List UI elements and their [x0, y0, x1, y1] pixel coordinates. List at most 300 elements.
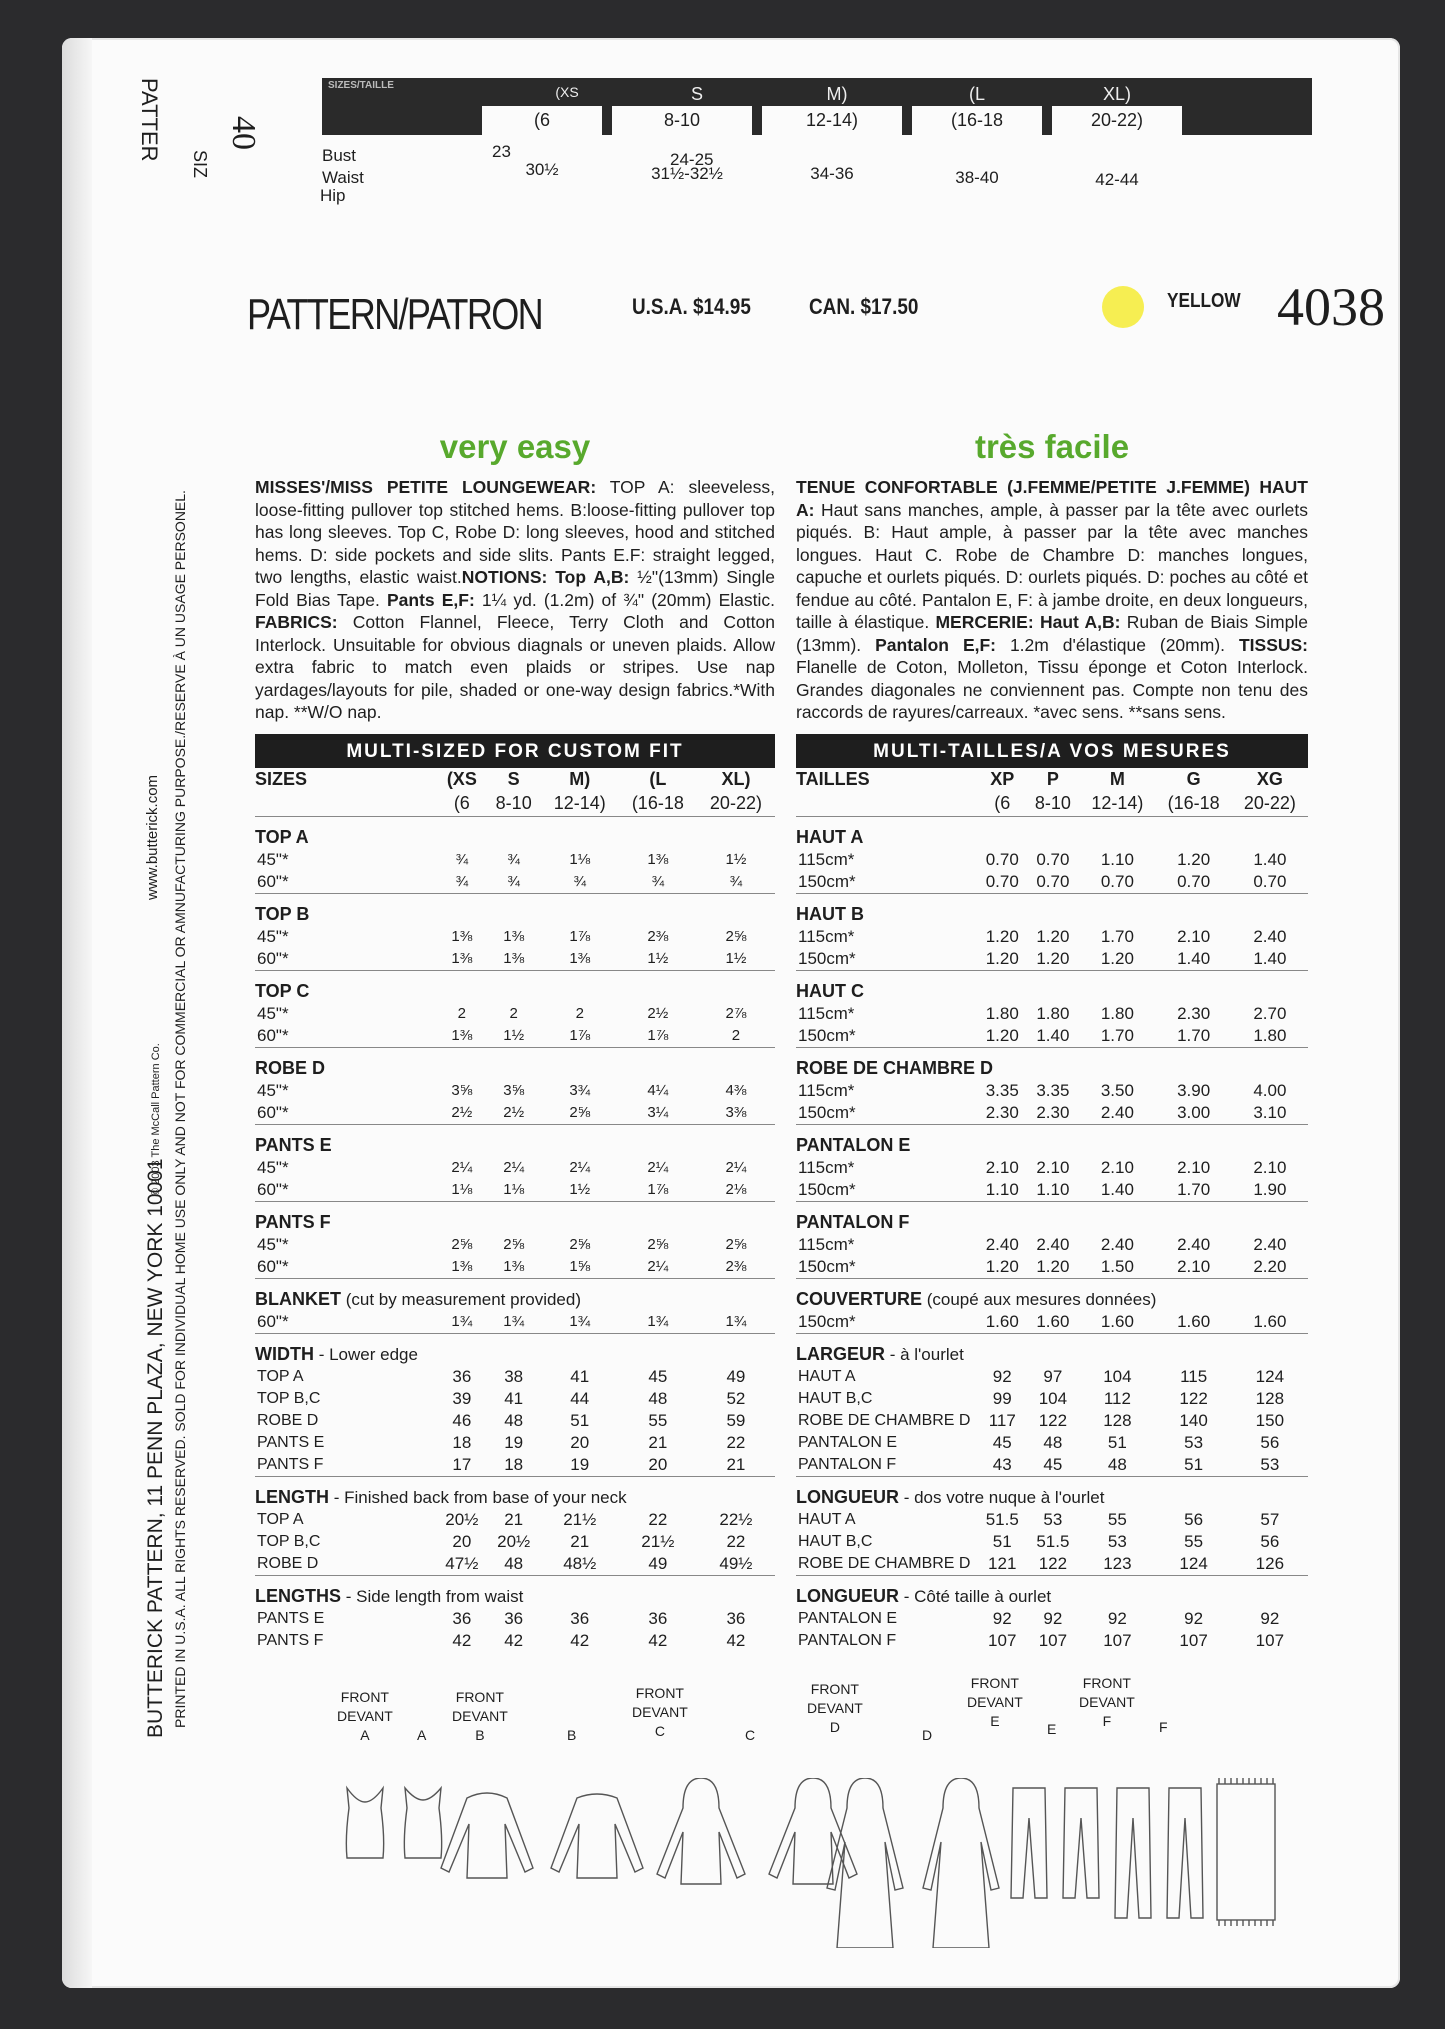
- garment-name: ROBE D: [257, 1411, 319, 1429]
- yardage-value: 1.20: [1177, 849, 1211, 869]
- notions-pants-heading: Pantalon E,F:: [875, 634, 996, 655]
- measurement-value: 51.5: [985, 1509, 1019, 1529]
- yardage-value: ¾: [651, 873, 665, 890]
- fabric-width: 45"*: [257, 926, 289, 946]
- measurement-value: 46: [452, 1410, 472, 1430]
- yardage-value: 2.30: [1177, 1003, 1211, 1023]
- measurement-value: 21: [726, 1454, 746, 1474]
- measurement-name: LONGUEUR: [796, 1487, 899, 1507]
- measurement-value: 48: [648, 1388, 668, 1408]
- yardage-value: 1.20: [985, 1025, 1019, 1045]
- view-group-header: [255, 893, 775, 926]
- table-row: [255, 1157, 775, 1179]
- table-row: [255, 1608, 775, 1630]
- size-range: (6: [453, 793, 470, 813]
- yardage-value: 1.60: [1177, 1311, 1211, 1331]
- size-range-row: [255, 792, 775, 817]
- measurement-value: 56: [1260, 1531, 1280, 1551]
- figure-label: FRONT DEVANT B: [452, 1689, 508, 1743]
- size-range: 20-22): [709, 793, 762, 813]
- garment-name: ROBE DE CHAMBRE D: [798, 1411, 971, 1429]
- table-row: [796, 1311, 1308, 1334]
- yardage-value: 1.60: [1253, 1311, 1287, 1331]
- figure-label: FRONT DEVANT E: [967, 1675, 1023, 1729]
- garment-name: HAUT B,C: [798, 1532, 873, 1550]
- view-group-header: [255, 1047, 775, 1080]
- yardage-value: 2.10: [1253, 1157, 1287, 1177]
- measurement-value: 20: [570, 1432, 590, 1452]
- view-name: PANTS F: [255, 1201, 775, 1234]
- yardage-value: 2⅜: [647, 928, 669, 945]
- garment-name: TOP A: [257, 1367, 304, 1385]
- fabrics-heading: TISSUS:: [1238, 634, 1309, 655]
- yardage-value: ¾: [455, 873, 469, 890]
- notions-text: Ruban de Biais Simple (13mm).: [796, 612, 1308, 655]
- table-row: [255, 1531, 775, 1553]
- measurement-name: WIDTH: [255, 1344, 314, 1364]
- strip-size-top: (XS: [555, 84, 579, 100]
- yardage-value: 2¼: [647, 1159, 669, 1176]
- notions-text: 1.2m d'élastique (20mm).: [996, 634, 1239, 655]
- yardage-value: 1.20: [1036, 1256, 1070, 1276]
- yardage-value: 4⅜: [725, 1082, 747, 1099]
- measurement-value: 53: [1260, 1454, 1280, 1474]
- size-range: (16-18: [631, 793, 684, 813]
- side-copyright: © 2003 The McCall Pattern Co.: [150, 1043, 162, 1196]
- measurement-value: 22: [726, 1432, 746, 1452]
- table-row: [255, 1410, 775, 1432]
- yardage-value: 2: [457, 1005, 466, 1022]
- view-group-header: [796, 816, 1308, 849]
- measurement-value: 107: [1038, 1630, 1068, 1650]
- measurement-value: 45: [992, 1432, 1012, 1452]
- measurement-value: 112: [1103, 1388, 1131, 1408]
- figure-label: B: [567, 1727, 577, 1743]
- yardage-value: ¾: [573, 873, 587, 890]
- measurement-value: 51: [1184, 1454, 1204, 1474]
- table-row: [255, 1256, 775, 1279]
- measurement-value: 48: [504, 1410, 524, 1430]
- yardage-value: 0.70: [1036, 871, 1070, 891]
- strip-value: 30½: [525, 160, 559, 179]
- yardage-value: 2: [731, 1027, 741, 1044]
- yardage-value: 1.40: [1253, 948, 1287, 968]
- yardage-value: 1½: [503, 1027, 525, 1044]
- pattern-number: 4038: [1277, 277, 1385, 337]
- strip-size-top: S: [690, 84, 703, 104]
- strip-row-bust: Bust: [322, 146, 357, 165]
- strip-size-top: XL): [1102, 84, 1131, 104]
- yardage-value: 1⅜: [569, 950, 591, 967]
- yardage-value: 1.40: [1036, 1025, 1070, 1045]
- notions-text: ½"(13mm) Single Fold Bias Tape.: [255, 567, 776, 610]
- measurement-value: 42: [504, 1630, 524, 1650]
- size-header-row: [255, 768, 775, 792]
- yardage-value: 1.20: [985, 1256, 1019, 1276]
- yardage-value: 1.80: [1036, 1003, 1070, 1023]
- yardage-value: 2.10: [1177, 1157, 1211, 1177]
- measurement-value: 53: [1184, 1432, 1204, 1452]
- yardage-value: 1.40: [1100, 1179, 1134, 1199]
- view-group-header: [255, 1124, 775, 1157]
- yardage-value: 1⅜: [647, 851, 669, 868]
- yardage-value: 2.10: [1100, 1157, 1134, 1177]
- garment-name: PANTALON E: [798, 1433, 897, 1451]
- garment-sketches: [327, 1778, 1327, 1948]
- strip-row-hip: Hip: [320, 186, 346, 205]
- yardage-value: 2.10: [985, 1157, 1019, 1177]
- table-row: [796, 1234, 1308, 1256]
- blanket-note: (cut by measurement provided): [341, 1290, 581, 1309]
- table-row: [796, 871, 1308, 894]
- yardage-value: 1½: [725, 851, 747, 868]
- table-row: [796, 926, 1308, 948]
- yardage-value: 1⅛: [503, 1181, 525, 1198]
- yardage-value: 4.00: [1253, 1080, 1287, 1100]
- garment-name: HAUT B,C: [798, 1389, 873, 1407]
- measurement-value: 48: [1107, 1454, 1127, 1474]
- measurement-value: 21: [570, 1531, 590, 1551]
- sizes-label: SIZES: [255, 769, 308, 789]
- yardage-value: 1.70: [1177, 1025, 1211, 1045]
- yardage-value: 0.70: [1100, 871, 1134, 891]
- view-group-header: [796, 893, 1308, 926]
- size-column-header: G: [1186, 769, 1201, 789]
- measurement-value: 22: [726, 1531, 746, 1551]
- measurement-note: - Lower edge: [313, 1345, 418, 1364]
- fabric-width: 115cm*: [798, 849, 855, 869]
- measurement-value: 107: [1103, 1630, 1132, 1650]
- yardage-value: 4¼: [647, 1082, 669, 1099]
- measurement-value: 128: [1103, 1410, 1132, 1430]
- measurement-value: 99: [992, 1388, 1012, 1408]
- yardage-value: 1⅜: [451, 950, 473, 967]
- yardage-value: 1.10: [1036, 1179, 1070, 1199]
- strip-value: 34-36: [810, 164, 854, 183]
- yardage-value: 1.20: [1100, 948, 1134, 968]
- measurement-value: 123: [1103, 1553, 1132, 1573]
- measurement-value: 45: [648, 1366, 668, 1386]
- measurement-value: 21: [504, 1509, 524, 1529]
- size-strip: [322, 78, 1312, 189]
- table-row: [796, 1454, 1308, 1477]
- measurement-value: 36: [452, 1608, 472, 1628]
- notions-heading: MERCERIE: Haut A,B:: [935, 612, 1121, 632]
- size-column-header: XL): [721, 769, 751, 789]
- fabric-width: 150cm*: [798, 948, 856, 968]
- measurement-value: 55: [1107, 1509, 1127, 1529]
- side-forty: 40: [225, 116, 262, 150]
- measurement-value: 128: [1255, 1388, 1285, 1408]
- table-row: [796, 1388, 1308, 1410]
- size-range: 12-14): [553, 793, 606, 813]
- measurement-value: 59: [726, 1410, 746, 1430]
- table-row: [255, 1366, 775, 1388]
- size-range: (16-18: [1167, 793, 1220, 813]
- table-row: [255, 849, 775, 871]
- view-name: HAUT A: [796, 816, 1308, 849]
- table-row: [255, 1025, 775, 1048]
- table-row: [796, 1553, 1308, 1576]
- figure-label: FRONT DEVANT C: [632, 1685, 688, 1739]
- measurement-value: 51: [1107, 1432, 1127, 1452]
- measurement-value: 36: [570, 1608, 590, 1628]
- table-row: [255, 1454, 775, 1477]
- measurement-value: 51: [992, 1531, 1012, 1551]
- fabrics-heading: FABRICS:: [255, 612, 338, 632]
- strip-size-bot: 12-14): [762, 106, 902, 135]
- table-row: [255, 871, 775, 894]
- yardage-value: 3.90: [1177, 1080, 1211, 1100]
- garment-name: PANTS F: [257, 1455, 324, 1473]
- strip-value: 31½-32½: [651, 164, 723, 183]
- desc-text: Haut sans manches, ample, à passer par la tête avec ourlets piqués. B: Haut ample, à passer par la tête avec manches longues. Haut C. Robe de Chambre D: manches longues, capuche et ourlets piqués. D: ourlets piqués. D: poches au côté et fendue au côté. Pantalon E, F: à jambe droite, en deux longueurs, taille à élastique.: [796, 499, 1308, 632]
- yardage-value: 3.35: [985, 1080, 1019, 1100]
- figure-label: FRONT DEVANT F: [1079, 1675, 1135, 1729]
- yardage-value: 2.40: [1036, 1234, 1070, 1254]
- fabric-width: 60"*: [257, 1311, 289, 1331]
- french-column: [796, 428, 1308, 1652]
- table-row: [255, 926, 775, 948]
- blanket-name: COUVERTURE: [796, 1289, 923, 1309]
- yardage-value: 1¾: [503, 1313, 525, 1330]
- yardage-value: 1.10: [985, 1179, 1019, 1199]
- size-column-header: M: [1109, 769, 1125, 789]
- measurement-value: 92: [1260, 1608, 1280, 1628]
- view-name: TOP C: [255, 970, 775, 1003]
- fabric-width: 45"*: [257, 849, 289, 869]
- garment-name: TOP B,C: [257, 1532, 321, 1550]
- yardage-value: 0.70: [1036, 849, 1070, 869]
- measurement-note: - à l'ourlet: [885, 1345, 964, 1364]
- table-row: [796, 1410, 1308, 1432]
- table-row: [255, 1003, 775, 1025]
- yardage-value: 2.10: [1036, 1157, 1070, 1177]
- figure-label: C: [745, 1727, 756, 1743]
- measurement-value: 117: [988, 1410, 1016, 1430]
- yardage-value: 2.40: [1253, 1234, 1287, 1254]
- fabrics-text: Cotton Flannel, Fleece, Terry Cloth and Cotton Interlock. Unsuitable for obvious diagnals or uneven plaids. Allow extra fabric to match even plaids or stripes. Use nap yardages/layouts for pile, shaded or one-way design fabrics.*With nap. **W/O nap.: [255, 612, 775, 722]
- measurement-value: 17: [452, 1454, 472, 1474]
- fabric-width: 60"*: [257, 871, 289, 891]
- desc-heading: HAUT A:: [796, 477, 1308, 520]
- measurement-value: 41: [570, 1366, 590, 1386]
- measurement-note: - dos votre nuque à l'ourlet: [899, 1488, 1105, 1507]
- yardage-value: 1¾: [647, 1313, 669, 1330]
- table-row: [255, 1234, 775, 1256]
- long-sleeve-top-front: [441, 1793, 533, 1878]
- yardage-value: 2¼: [725, 1159, 747, 1176]
- yardage-value: 1.20: [1036, 926, 1070, 946]
- yardage-value: 1½: [569, 1181, 591, 1198]
- yardage-value: 0.70: [985, 871, 1019, 891]
- yardage-value: 2½: [451, 1104, 473, 1121]
- measurement-value: 49: [648, 1553, 668, 1573]
- fabric-width: 60"*: [257, 1102, 289, 1122]
- fabric-width: 60"*: [257, 1256, 289, 1276]
- fabric-width: 150cm*: [798, 1102, 856, 1122]
- figure-label: FRONT DEVANT D: [807, 1681, 863, 1735]
- side-printed: PRINTED IN U.S.A. ALL RIGHTS RESERVED. SOLD FOR INDIVIDUAL HOME USE ONLY AND NOT FOR COMMERCIAL OR AMNUFACTURING PURPOSE./RESERVE À UN USAGE PERSONEL.: [172, 490, 188, 1728]
- blanket-fringe: [1219, 1778, 1273, 1926]
- strip-value: 23: [492, 142, 511, 161]
- yardage-value: 1.60: [1100, 1311, 1134, 1331]
- table-row: [796, 1080, 1308, 1102]
- size-range: 20-22): [1243, 793, 1296, 813]
- blanket-note: (coupé aux mesures données): [922, 1290, 1157, 1309]
- pants-f-front: [1115, 1788, 1151, 1918]
- yardage-value: 2⅝: [725, 1236, 747, 1253]
- size-range-row: [796, 792, 1308, 817]
- garment-name: PANTS F: [257, 1631, 324, 1649]
- size-range: 8-10: [495, 793, 532, 813]
- measurement-value: 92: [1043, 1608, 1063, 1628]
- envelope-fold: [62, 38, 92, 1988]
- measurement-value: 92: [1184, 1608, 1204, 1628]
- view-name: TOP B: [255, 893, 775, 926]
- measurement-value: 20½: [445, 1509, 479, 1529]
- blanket: [1217, 1784, 1275, 1920]
- yardage-value: 1⅛: [569, 851, 591, 868]
- measurement-header: [255, 1333, 775, 1366]
- measurement-value: 51.5: [1036, 1531, 1070, 1551]
- yardage-value: 1.80: [1100, 1003, 1134, 1023]
- long-sleeve-top-back: [551, 1794, 643, 1878]
- yardage-value: 2¼: [569, 1159, 591, 1176]
- size-column-header: XP: [990, 769, 1015, 789]
- strip-size-top: (L: [968, 84, 985, 104]
- yardage-value: 0.70: [985, 849, 1019, 869]
- english-band: MULTI-SIZED FOR CUSTOM FIT: [255, 734, 775, 768]
- measurement-value: 22½: [719, 1509, 753, 1529]
- measurement-name: LENGTHS: [255, 1586, 342, 1606]
- measurement-value: 21½: [641, 1531, 675, 1551]
- pants-e-back: [1063, 1788, 1099, 1898]
- measurement-value: 48½: [563, 1553, 597, 1573]
- yardage-value: 2.70: [1253, 1003, 1287, 1023]
- sizes-label: TAILLES: [796, 769, 870, 789]
- measurement-value: 53: [1043, 1509, 1063, 1529]
- measurement-value: 124: [1255, 1366, 1285, 1386]
- strip-value: 42-44: [1095, 170, 1139, 189]
- view-group-header: [796, 1201, 1308, 1234]
- yardage-value: 1.10: [1100, 849, 1134, 869]
- yardage-value: 1.60: [985, 1311, 1019, 1331]
- yardage-value: 2.30: [985, 1102, 1019, 1122]
- yardage-value: 3.10: [1253, 1102, 1287, 1122]
- garment-figures: [327, 1675, 1327, 1928]
- measurement-value: 55: [648, 1410, 668, 1430]
- measurement-value: 107: [1179, 1630, 1208, 1650]
- yardage-value: 2⅝: [647, 1236, 669, 1253]
- measurement-note: - Finished back from base of your neck: [329, 1488, 627, 1507]
- size-range: 8-10: [1034, 793, 1071, 813]
- yardage-value: 2¼: [503, 1159, 525, 1176]
- measurement-value: 92: [992, 1366, 1012, 1386]
- yardage-value: 0.70: [1177, 871, 1211, 891]
- figure-label: E: [1047, 1721, 1057, 1737]
- english-description: [255, 476, 775, 724]
- measurement-value: 38: [504, 1366, 524, 1386]
- measurement-value: 36: [726, 1608, 746, 1628]
- yardage-value: ¾: [729, 873, 743, 890]
- yardage-value: 2¼: [647, 1258, 669, 1275]
- yardage-value: 3¼: [647, 1104, 669, 1121]
- strip-value: 24-25: [670, 150, 714, 169]
- yardage-value: 1⅞: [569, 1027, 591, 1044]
- yardage-value: 2.10: [1177, 1256, 1211, 1276]
- garment-name: PANTALON E: [798, 1609, 897, 1627]
- view-group-header: [796, 970, 1308, 1003]
- robe-back: [923, 1778, 999, 1948]
- yardage-value: 1⅜: [503, 928, 525, 945]
- measurement-value: 42: [726, 1630, 746, 1650]
- table-row: [796, 1102, 1308, 1125]
- table-row: [796, 1003, 1308, 1025]
- measurement-value: 104: [1038, 1388, 1068, 1408]
- measurement-name: LARGEUR: [796, 1344, 885, 1364]
- measurement-value: 19: [504, 1432, 524, 1452]
- fabric-width: 115cm*: [798, 1157, 855, 1177]
- table-row: [796, 1531, 1308, 1553]
- yardage-value: 3¾: [569, 1082, 591, 1099]
- size-header-row: [796, 768, 1308, 792]
- view-group-header: [255, 1201, 775, 1234]
- strip-size-bot: 20-22): [1052, 106, 1182, 135]
- fabric-width: 60"*: [257, 948, 289, 968]
- yardage-value: 1.70: [1100, 926, 1134, 946]
- size-column-header: (L: [649, 769, 667, 789]
- yardage-value: 1⅜: [503, 1258, 525, 1275]
- yardage-value: 2½: [647, 1005, 669, 1022]
- fabric-width: 45"*: [257, 1234, 289, 1254]
- measurement-value: 36: [648, 1608, 668, 1628]
- measurement-value: 51: [570, 1410, 590, 1430]
- measurement-value: 47½: [445, 1553, 479, 1573]
- figure-label: FRONT DEVANT A: [337, 1689, 393, 1743]
- measurement-value: 19: [570, 1454, 590, 1474]
- view-name: HAUT B: [796, 893, 1308, 926]
- yardage-value: 1½: [725, 950, 747, 967]
- fabric-width: 60"*: [257, 1179, 289, 1199]
- side-patter: PATTER: [137, 78, 162, 162]
- garment-name: HAUT A: [798, 1367, 856, 1385]
- measurement-name: LENGTH: [255, 1487, 329, 1507]
- pattern-envelope: [62, 38, 1400, 1988]
- strip-row-waist: Waist: [322, 168, 364, 187]
- yardage-value: 1⅛: [451, 1181, 473, 1198]
- figure-label: D: [922, 1727, 933, 1743]
- hooded-top-back: [769, 1778, 857, 1884]
- size-range: 12-14): [1091, 793, 1144, 813]
- notions-pants-heading: Pants E,F:: [386, 589, 475, 610]
- strip-size-bot: 8-10: [612, 106, 752, 135]
- yardage-value: 2⅝: [569, 1236, 591, 1253]
- measurement-value: 107: [988, 1630, 1017, 1650]
- english-yardage-table: [255, 768, 775, 1652]
- measurement-value: 43: [992, 1454, 1012, 1474]
- desc-heading: MISSES'/MISS PETITE LOUNGEWEAR:: [255, 477, 597, 497]
- measurement-value: 56: [1184, 1509, 1204, 1529]
- size-range: (6: [994, 793, 1011, 813]
- view-name: PANTALON F: [796, 1201, 1308, 1234]
- size-column-header: XG: [1256, 769, 1283, 789]
- yardage-value: 1⅞: [569, 928, 591, 945]
- english-column: [255, 428, 775, 1652]
- yardage-value: 1⅜: [451, 1027, 473, 1044]
- yardage-value: 1.50: [1100, 1256, 1134, 1276]
- color-dot: [1102, 286, 1144, 328]
